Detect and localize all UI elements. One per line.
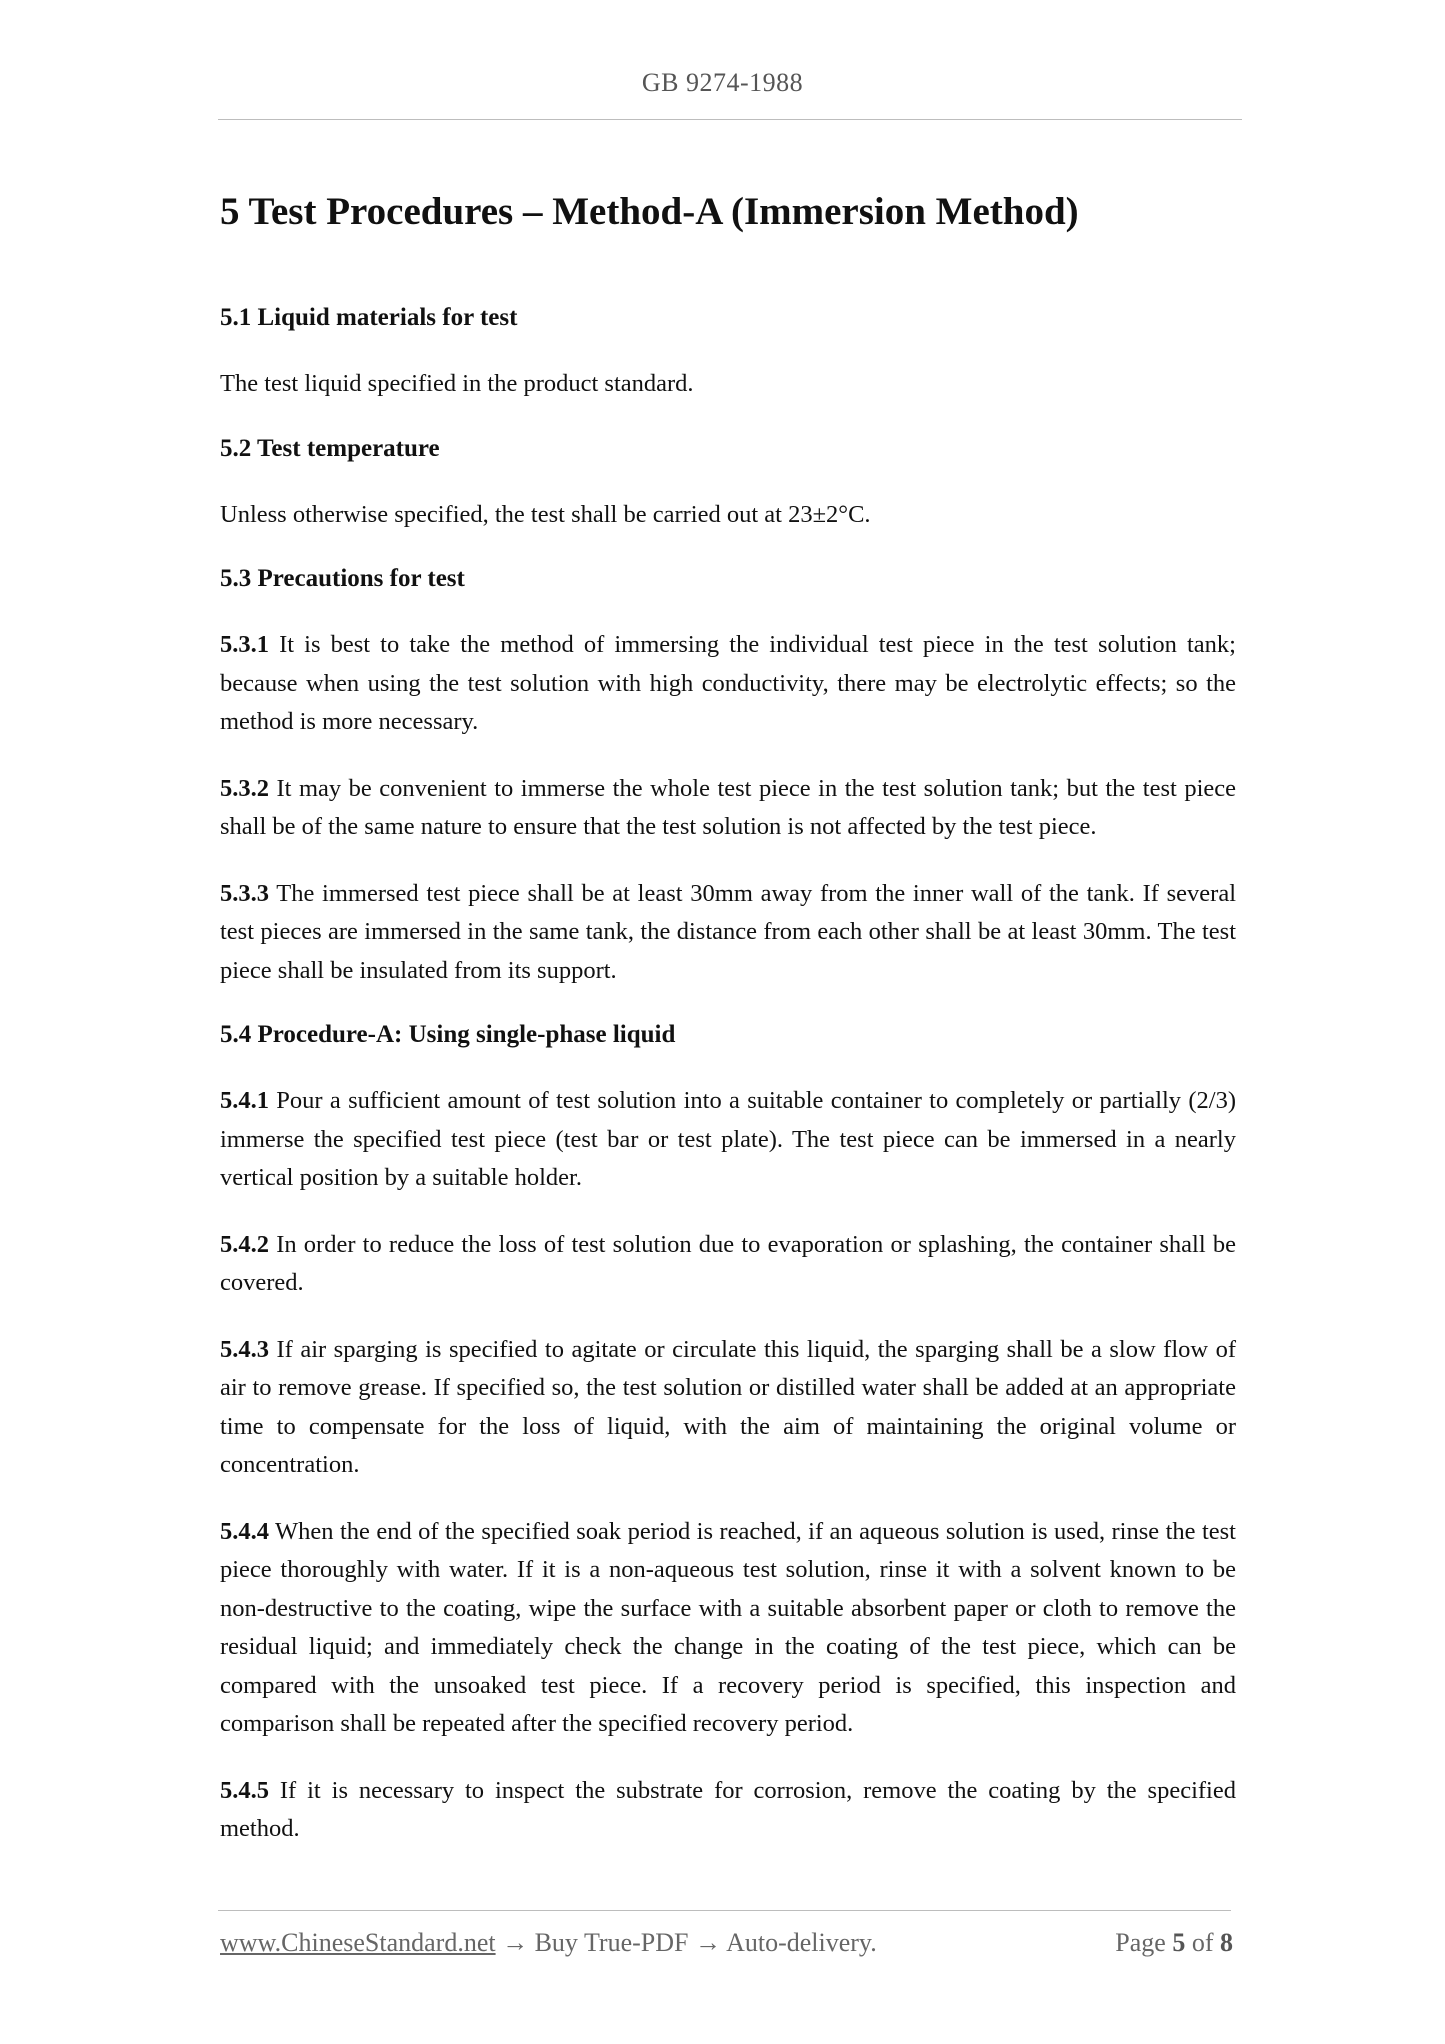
website-link[interactable]: www.ChineseStandard.net: [220, 1928, 496, 1957]
clause-text: Pour a sufficient amount of test solution into a suitable container to completely or partially (2/3) immerse the specified test piece (test bar or test plate). The test piece can be immersed in a nearly vertical position by a suitable holder.: [220, 1087, 1236, 1191]
clause-text: In order to reduce the loss of test solution due to evaporation or splashing, the container shall be covered.: [220, 1230, 1236, 1296]
paragraph-5-3-3: [220, 875, 1236, 991]
paragraph-5-3-2: [220, 770, 1236, 847]
document-body: [220, 186, 1236, 1877]
clause-number: 5.4.1: [220, 1087, 269, 1114]
clause-number: 5.4.2: [220, 1230, 269, 1258]
clause-text: If air sparging is specified to agitate or circulate this liquid, the sparging shall be a slow flow of air to remove grease. If specified so, the test solution or distilled water shall be added at an appropriate time to compensate for the loss of liquid, with the aim of maintaining the original volume or concentration.: [220, 1335, 1236, 1478]
paragraph-5-4-1: [220, 1082, 1236, 1198]
footer-promo: [220, 1928, 877, 1958]
buy-true-pdf-text: Buy True-PDF: [534, 1928, 689, 1957]
heading-5-4: 5.4 Procedure-A: Using single-phase liquid: [220, 1021, 676, 1048]
paragraph-5-1: The test liquid specified in the product standard.: [220, 370, 694, 397]
clause-number: 5.4.4: [220, 1517, 269, 1545]
page-header: GB 9274-1988: [641, 68, 804, 97]
paragraph-5-4-5: [220, 1772, 1236, 1849]
current-page: 5: [1172, 1928, 1186, 1957]
auto-delivery-text: Auto-delivery.: [726, 1928, 877, 1957]
section-title: 5 Test Procedures – Method-A (Immersion Method): [220, 190, 1079, 233]
clause-text: When the end of the specified soak period is reached, if an aqueous solution is used, rinse the test piece thoroughly with water. If it is a non-aqueous test solution, rinse it with a solvent known to be non-destructive to the coating, wipe the surface with a suitable absorbent paper or cloth to remove the residual liquid; and immediately check the change in the coating of the test piece, which can be compared with the unsoaked test piece. If a recovery period is specified, this inspection and comparison shall be repeated after the specified recovery period.: [220, 1517, 1236, 1737]
paragraph-5-2: Unless otherwise specified, the test shall be carried out at 23±2°C.: [220, 500, 871, 528]
paragraph-5-4-2: [220, 1226, 1236, 1303]
paragraph-5-4-3: [220, 1331, 1236, 1485]
total-pages: 8: [1220, 1928, 1233, 1957]
clause-text: If it is necessary to inspect the substrate for corrosion, remove the coating by the specified method.: [220, 1776, 1236, 1842]
clause-number: 5.4.5: [220, 1776, 269, 1804]
clause-text: The immersed test piece shall be at least 30mm away from the inner wall of the tank. If several test pieces are immersed in the same tank, the distance from each other shall be at least 30mm. The test piece shall be insulated from its support.: [220, 879, 1236, 984]
page-of-label: of: [1191, 1928, 1214, 1957]
clause-number: 5.3.2: [220, 774, 269, 802]
heading-5-3: 5.3 Precautions for test: [220, 565, 465, 592]
arrow-right-icon: →: [695, 1928, 721, 1957]
paragraph-5-3-1: [220, 626, 1236, 742]
arrow-right-icon: →: [502, 1928, 529, 1957]
clause-text: It may be convenient to immerse the whole test piece in the test solution tank; but the test piece shall be of the same nature to ensure that the test solution is not affected by the test piece.: [220, 774, 1236, 840]
heading-5-1: 5.1 Liquid materials for test: [220, 304, 518, 331]
page-number: [1115, 1928, 1233, 1958]
footer-divider: [218, 1910, 1231, 1911]
clause-number: 5.3.1: [220, 631, 269, 658]
paragraph-5-4-4: [220, 1513, 1236, 1744]
header-divider: [218, 119, 1242, 120]
clause-number: 5.4.3: [220, 1335, 269, 1363]
page-label: Page: [1115, 1928, 1166, 1957]
page-footer: [220, 1928, 1233, 1964]
heading-5-2: 5.2 Test temperature: [220, 434, 440, 462]
clause-number: 5.3.3: [220, 879, 269, 907]
clause-text: It is best to take the method of immersing the individual test piece in the test solution tank; because when using the test solution with high conductivity, there may be electrolytic effects; so the method is more necessary.: [220, 631, 1236, 735]
